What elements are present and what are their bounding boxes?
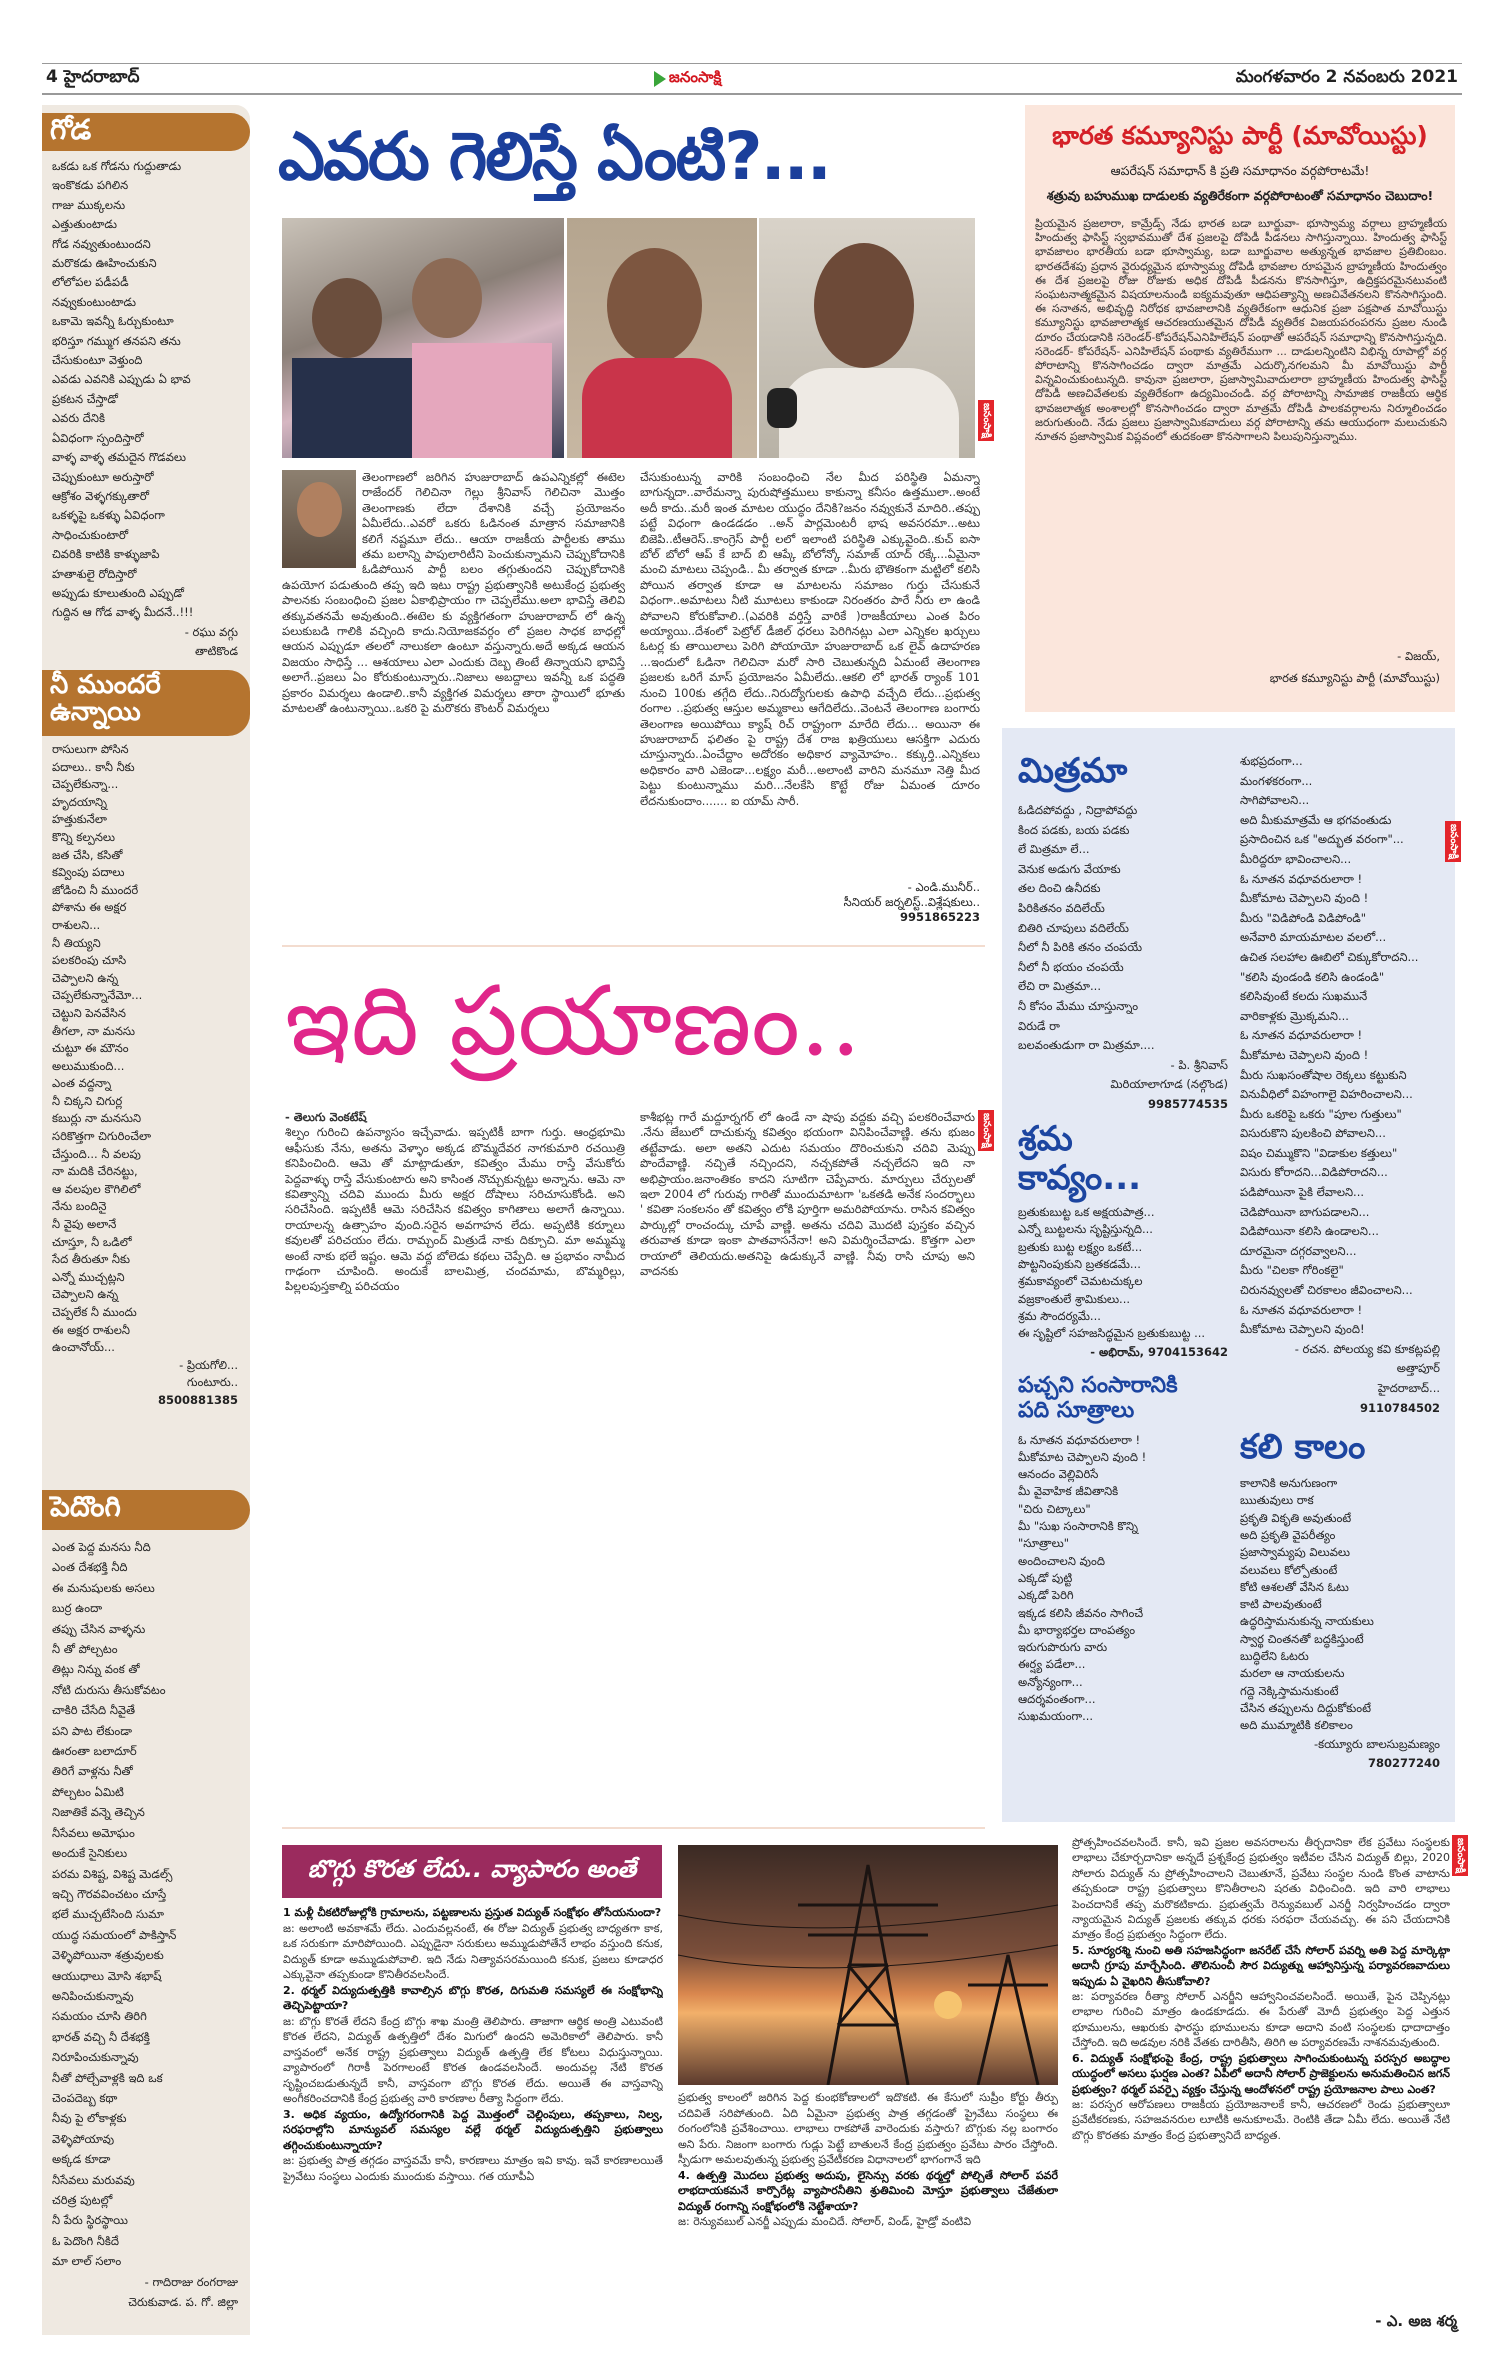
signatory: - విజయ్, (1397, 649, 1440, 663)
poem-line: ఆక్రోశం వెళ్ళగక్కుతారో (52, 488, 149, 503)
poem-line: భలే ముచ్చటేసింది సుమా (52, 1907, 164, 1922)
poem-title-pedongi: పెదొంగి (42, 1490, 250, 1530)
coal-column-2 (678, 2090, 1058, 2325)
statement-subtitle: ఆపరేషన్ సమాధాన్ కి ప్రతి సమాధానం వర్గపోరాటమే! (1110, 163, 1370, 178)
story1-text: చేసుకుంటున్న వారికి సంబంధించి నేల మీద పరిస్థితి ఏమన్నా బాగున్నదా..వారేమన్నా పురుషోత్తములు కాకున్నా కనీసం ఉత్తములా..అంటే అదీ కాదు..మరీ ఇంత మాటల యుద్ధం దేనికి?జనం నవ్వుకునే మాదిరి..తప్పు పట్టే విధంగా ఉండడడం ..అన్ పార్లమెంటరీ భాష అవసరమా...అటు బిజెపి..టీఆరెస్..కాంగ్రెస్ పార్టీ లలో ఇలాంటి పరిస్థితి ఎక్కువైంది..కుచ్ ఐసా బోల్ బోలో ఆప్ కే బాద్ బి ఆప్కే బోలోన్కో సమాజ్ యాద్ రక్కే...ఏమైనా మంచి మాటలు చెప్పండి.. మీ తర్వాత కూడా ..మీరు భౌతికంగా మట్టిలో కలిసి పోయిన తర్వాత కూడా ఆ మాటలను సమాజం గుర్తు చేసుకునే విధంగా..అమాటలు నీటి మూటలు కాకుండా నిరంతరం పారే నీరు లా ఉండి పోవాలని కోరుకోవాలి..(ఎవరికి వర్తిస్తే వారికే )రాజకీయాలు ఎంత పిరం అయ్యాయి..దేశంలో పెట్రోల్ డీజిల్ ధరలు పెరిగినట్లు ఎలా ఎన్నికల ఖర్చులు ఓటర్ల కు తాయిలాలు పెరిగి పోయాయో హుజురాబాద్ ఒక లైవ్ ఉదాహరణ ...ఇందులో ఓడినా గెలిచినా మరో సారి చెబుతున్నది ఏమంటే తెలంగాణ ప్రజలకు ఒరిగే మాస్ ప్రయోజనం ఏమీలేదు..ఆకలి లో భారత్ ర్యాంక్ 101 నుంచి 100కు తగ్గేది లేదు..నిరుద్యోగులకు ఉపాధి వచ్చేది లేదు...ప్రభుత్వ రంగాల ..ప్రభుత్వ ఆస్తుల అమ్మకాలు ఆగేదిలేదు..వెంటనే తెలంగాణ బంగారు తెలంగాణ అయిపోయి క్యాష్ రిచ్ రాష్ట్రంగా మారేది లేదు... అయినా ఈ హుజురాబాద్ ఫలితం పై రాష్ట్ర దేశ రాజ ఖత్రియులు ఆసక్తిగా ఎదురు చూస్తున్నారు..ఏంచేద్దాం అదోరకం అధికార వ్యామోహం.. కక్కుర్తి..ఎన్నికలు అధికారం వారి ఎజెండా...లక్ష్యం మరీ...అలాంటి వారిని మనమూ నెత్తి మీద పెట్టు కుంటున్నాము మరి...నేలకేసి కొట్టే రోజు ఏమంత దూరం లేదనుకుందాం....... ఐ యామ్ సారీ. (640, 470, 980, 808)
poem-place: గుంటూరు.. (186, 1375, 238, 1390)
logo-arrow-icon (654, 71, 666, 87)
poem-line: ఎన్నో ముచ్చట్లని (52, 1269, 125, 1284)
poem-author: - ప్రియగోలి... (179, 1357, 238, 1372)
interview-question: 6. విద్యుత్ సంక్షోభంపై కేంద్ర, రాష్ట్ర ప్రభుత్వాలు సాగించుకుంటున్న పరస్పర అబద్ధాల యుద్ధంలో అసలు ఘర్షణ ఎంత? ఏపీలో అదానీ సోలార్ ప్రాజెక్టులను అనుమతించిన జగన్ ప్రభుత్వం? థర్మల్ పవర్పై వ్యక్తం చేస్తున్న ఆందోళనలో రాష్ట్ర ప్రయోజనాల పాలు ఎంత? (1072, 2051, 1450, 2096)
poem-line: సాధించుకుంటారో (52, 527, 129, 542)
janamsakshi-tag: జనంసాక్షి (978, 400, 994, 441)
poem-line: మీకోమాట చెప్పాలని వుంది! (1240, 1322, 1365, 1337)
poem-pedongi (52, 1537, 242, 2312)
poem-line: చెడిపోయినా బాగుపడాలని... (1240, 1204, 1370, 1219)
poem-line: లేచి రా మిత్రమా... (1018, 979, 1101, 994)
poem-line: ఎవడు ఎవనికి ఎప్పుడు ఏ భావ (52, 372, 191, 387)
statement-title: భారత కమ్యూనిస్టు పార్టీ (మావోయిస్టు) (1052, 121, 1428, 150)
poem-line: మీరు సుఖసంతోషాల రెక్కలు కట్టుకుని (1240, 1067, 1407, 1082)
poem-line: సమయం చూసి తిరిగి (52, 2009, 147, 2024)
poem-line: చేసిన తప్పులను దిద్దుకోకుంటే (1240, 1700, 1371, 1715)
poem-line: మీరు "చిలకా గోరింకలై" (1240, 1263, 1344, 1278)
poem-line: ఆయుధాలు మోసి శభాష్ (52, 1968, 162, 1983)
poem-line: శుభప్రదంగా... (1240, 754, 1303, 768)
poem-title: పచ్చని సంసారానికి (1018, 1373, 1178, 1398)
poem-line: బ్రతుకు బుట్ట లక్ష్యం ఒకటే... (1018, 1239, 1143, 1254)
poetry-box (1002, 728, 1459, 1822)
poem-line: వాళ్ళ వాళ్ళ తమదైన గొడవలు (52, 450, 187, 465)
poem-line: అనిపించుకున్నావు (52, 1988, 134, 2003)
poem-line: శ్రమకావ్యంలో చెమటచుక్కల (1018, 1274, 1143, 1289)
statement-text: ప్రియమైన ప్రజలారా, కామ్రేడ్స్ నేడు భారత బడా బూర్జువా- భూస్వామ్య వర్గాలు బ్రాహ్మణీయ హిందుత్వ ఫాసిస్ట్ స్వభావముతో దేశ ప్రజలపై దోపిడీ పీడనలు సాగిస్తున్నాయి. హిందుత్వ ఫాసిస్ట్ భావజాలం భారతీయ బడా భూస్వామ్య, బడా బూర్జువాల అత్యున్నత భావజాల ప్రతిబింబం. భారతదేశపు ప్రధాన వైరుధ్యమైన భూస్వామ్య దోపిడీ భావజాల రూపమైన బ్రాహ్మణీయ హిందుత్వం ఈ దేశ ప్రజలపై రోజు రోజుకు అధిక దోపిడీ పీడనను కొనసాగిస్తూ, ఉద్రిక్తపరమైనటువంటి సంఘటనాత్మకమైన విషయాలనుండి ఐక్యమవుతూ ఆధిపత్యాన్ని అణచివేతనలని కొనసాగిస్తుంది. ఈ సనాతన, అభివృద్ధి నిరోధక భావజాలానికి వ్యతిరేకంగా ఆధునిక ప్రజా పక్షపాత మావోయిస్టు కమ్యూనిస్టు భావజాలాత్మక ఆచరణయుతమైన దోపిడీ వ్యతిరేక విజయపరంపరను ప్రజల నుండి దూరం చేయడానికి సరెండర్-కోపరేషన్ఎనిహిలేషన్ పంథాతో ఆపరేషన్ సమాధాన్ని కొనసాగిస్తున్నది. సరెండర్- కోపరేషన్- ఎనిహిలేషన్ పంథాకు వ్యతిరేముగా ... దాడులన్నింటిని విభిన్న రూపాల్లో వర్గ పోరాటాన్ని కొనసాగించడం ద్వారా మాత్రమే ఎదుర్కొనగలమని మీ మావోయిస్టు పార్టీ విన్నవించుకుంటున్నది. కావునా ప్రజలారా, ప్రజాస్వామివాదులారా బ్రాహ్మణీయ హిందుత్వ ఫాసిస్ట్ దోపిడీ అణచివేతలకు వ్యతిరేకంగా ఉద్యమించండి. వర్గ పోరాటాన్ని సామాజిక రాజకీయ ఆర్థిక భావజలాత్మక అంశాలల్లో కొనసాగించడం ద్వారా మాత్రమే దోపిడీ పాలకవర్గాలను నిర్మూలించడం జరుగుతుంది. నేడు ప్రజలు ప్రజాస్వామికవాదులు వర్గ పోరాటాన్ని తమ ఆయుధంగా మలుచుకుని నూతన ప్రజాస్వామిక విప్లవంలో తుదకంతా కొనసాగాలని పిలుపునిస్తున్నాము. (1035, 217, 1447, 444)
poem-line: బుర్ర ఉందా (52, 1601, 103, 1616)
interview-question: 2. థర్మల్ విద్యుదుత్పత్తికి కావాల్సిన బొగ్గు కొరత, దిగుమతి సమస్యలే ఈ సంక్షోభాన్ని తెచ్చిపెట్టాయా? (283, 1983, 663, 2012)
poem-line: భరిస్తూ గమ్ముగ తనపని తను (52, 333, 181, 348)
poem-line: పిరికితనం వదిలేయ్ (1018, 901, 1105, 916)
poem-line: చూస్తూ, నీ ఒడిలో (52, 1234, 132, 1249)
poem-title: పది సూత్రాలు (1018, 1398, 1135, 1424)
poem-line: చాకిరి చేసేది నీవైతే (52, 1703, 136, 1718)
story1-byline (640, 880, 980, 925)
poem-line: ఇంకొకడు పగిలిన (52, 178, 129, 193)
poem-line: పోల్చటం ఏమిటి (52, 1784, 124, 1799)
poem-line: హతాశులై రోదిస్తారో (52, 566, 137, 581)
logo-text: జనంసాక్షి (668, 67, 722, 86)
poem-line: పదాలు.. కానీ నీకు (52, 759, 135, 774)
poem-line: సాగిపోవాలని... (1240, 793, 1310, 808)
poem-line: ఉచిత సలహాల ఊబిలో చిక్కుకోరాదని... (1240, 949, 1419, 964)
author-phone: 9951865223 (899, 910, 980, 924)
poem-line: ఒకామె ఇవన్నీ ఓర్చుకుంటూ (52, 314, 174, 329)
poem-line: చెప్పలేకున్నానేమో... (52, 988, 143, 1003)
coal-author: - ఎ. అజ శర్మ (1375, 2312, 1457, 2330)
poem-line: అది ముమ్మాటికి కలికాలం (1240, 1718, 1353, 1733)
poem-line: గుద్దిన ఆ గోడ వాళ్ళ మీదనే..!!! (52, 605, 194, 620)
coal-column-3 (1072, 1835, 1450, 2305)
poem-line: కొన్ని కల్పనలు (52, 829, 116, 844)
poem-line: విసురుకొని పులకించి పోవాలని... (1240, 1126, 1386, 1141)
poem-lines (52, 1537, 242, 2272)
poem-line: మీ వైవాహిక జీవితానికి (1018, 1484, 1119, 1499)
poem-line: పొట్టనింపుకుని బ్రతకడమే... (1018, 1257, 1141, 1272)
poem-line: శ్రమ సౌందర్యమే... (1018, 1308, 1101, 1323)
poem-line: ప్రకటన చేస్తాడో (52, 391, 118, 406)
poem-line: చుట్టూ ఈ మౌనం (52, 1041, 129, 1056)
poem-line: "సూత్రాలు" (1018, 1536, 1070, 1551)
poem-author: - అభిరామ్, 9704153642 (1090, 1344, 1228, 1359)
poem-line: నిజాతికే వన్నె తెచ్చిన (52, 1805, 145, 1820)
poem-line: మీకోమాట చెప్పాలని వుంది ! (1240, 891, 1369, 906)
poem-line: అక్కడ కూడా (52, 2152, 111, 2167)
poem-line: నీవు పై లోకాళ్లకు (52, 2111, 127, 2126)
poem-title: కలి కాలం (1240, 1427, 1366, 1467)
poem-line: మీరు ఒకరిపై ఒకరు "పూల గుత్తులు" (1240, 1106, 1402, 1121)
poem-srama-kavyam (1018, 1120, 1228, 1362)
poem-line: నీ తియ్యని (52, 935, 101, 950)
poem-line: హృదయాన్ని (52, 794, 107, 809)
poem-sutralu-continued (1240, 752, 1440, 1418)
poem-line: వజ్రకాంతులే శ్రామికులు... (1018, 1291, 1131, 1306)
poem-line: ఇక్కడ కలిసి జీవనం సాగించే (1018, 1605, 1144, 1620)
poem-line: ఎంత పెద్ద మనసు నీది (52, 1540, 151, 1554)
poem-line: గోడ నవ్వుతుంటుందని (52, 236, 151, 251)
poem-author: - రచన. పోలయ్య కవి కూకట్లపల్లి (1294, 1341, 1440, 1356)
poem-line: వారికాళ్లకు మ్రొక్కమని... (1240, 1008, 1349, 1023)
poem-line: దూరమైనా దగ్గరవ్వాలని... (1240, 1243, 1357, 1258)
story2-column-2 (640, 1110, 975, 1810)
poem-line: నీ పేరు స్థిరస్థాయి (52, 2213, 128, 2228)
poem-line: బుద్ధిలేని ఓటరు (1240, 1649, 1309, 1664)
poem-line: నీ తో పోల్చటం (52, 1642, 118, 1657)
poem-line: మరలా ఆ నాయకులను (1240, 1666, 1345, 1681)
coal-interview-banner: బొగ్గు కొరత లేదు.. వ్యాపారం అంతే (282, 1845, 662, 1898)
poem-line: ఈ అక్షర రాశులనీ (52, 1322, 130, 1337)
poem-line: మీకోమాట చెప్పాలని వుంది ! (1018, 1449, 1147, 1464)
poem-line: అన్యోన్యంగా... (1018, 1674, 1083, 1689)
poem-line: నేను బందినై (52, 1199, 107, 1214)
title-line: నీ ముందరే (50, 670, 161, 700)
janamsakshi-tag: జనంసాక్షి (1452, 1835, 1468, 1876)
poem-title: కావ్యం... (1018, 1158, 1142, 1199)
poem-line: చిరునవ్వులతో చిరకాలం జీవించాలని... (1240, 1283, 1413, 1298)
poem-line: "చిరు చిట్కాలు" (1018, 1501, 1091, 1516)
poem-line: ఉంచానోయ్... (52, 1340, 115, 1355)
newspaper-logo (654, 68, 721, 90)
janamsakshi-tag: జనంసాక్షి (1445, 821, 1461, 862)
poem-line: నిరూపించుకున్నావు (52, 2050, 139, 2065)
photo-candidates-campaign (282, 218, 564, 458)
poem-line: వలువలు కోల్పోతుంటే (1240, 1562, 1338, 1577)
interview-answer: జ: పర్యావరణ రీత్యా సోలార్ ఎనర్జీని ఆహ్వానించవలసిందే. అయితే, పైన చెప్పినట్లు లాభాల గురించి మాత్రం ఉండకూడదు. ఈ పేరుతో మోదీ ప్రభుత్వం పెద్ద ఎత్తున భూములను, ఆఖరుకు ఫారస్టు భూములను కూడా అదాని వంటి సంస్థలకు ధాదాదాత్తం చేస్తోంది. ఇది అడవుల నరికి వేతకు దారితీసి, తిరిగి అ పర్యావరణమే నాశనమవుతుంది. (1072, 1990, 1450, 2050)
poem-lines (52, 741, 242, 1357)
poem-line: జోడించి నీ ముందరే (52, 882, 139, 897)
poem-line: వెళ్ళిపోయావు (52, 2131, 115, 2146)
poem-line: చెంపదెబ్బ కథా (52, 2090, 118, 2105)
poem-line: చెప్పాలని ఉన్న (52, 1287, 119, 1302)
page-header (42, 63, 1462, 95)
poem-line: ఎవరు దేనికి (52, 411, 106, 426)
statement-signature (1035, 645, 1440, 689)
poem-place: చెరుకువాడ. ప. గో. జిల్లా (128, 2295, 238, 2310)
poem-line: ఊరంతా బలాదూర్ (52, 1744, 137, 1759)
poem-line: పని పాట లేకుండా (52, 1723, 132, 1738)
poem-line: స్వార్థ చింతనతో బద్ధకిస్తుంటే (1240, 1631, 1364, 1646)
interview-answer: ప్రోత్సహించవలసిందే. కానీ, ఇవి ప్రజల అవసరాలను తీర్చదానికా లేక ప్రవేటు సంస్థలకు లాభాలు చేకూర్చదానికా అన్నదే ప్రశ్నకేంద్ర ప్రభుత్వం ఇటీవల చేసిన విద్యుత్ బిల్లు, 2020 సోలారు విద్యుత్ ను ప్రోత్సహించాలని చెబుతూనే, ప్రవేటు సంస్థల నుండి కొంత వాటాను తప్పకుండా రాష్ట్ర ప్రభుత్వాలు కొనితీరాలని షరతు విధించింది. ఇది వారి లాభాలు పెంచదానికే తప్ప మరొకటికాదు. ప్రభుత్వమే రెన్యువబుల్ ఎనర్జీ నిర్వహించడం ద్వారా న్యాయమైన విద్యుత్ ప్రజలకు తక్కువ ధరకు సరఫరా చేయవచ్చు. ఈ పని చేయదానికి మాత్రం కేంద్ర ప్రభుత్వం సిద్ధంగా లేదు. (1072, 1836, 1450, 1942)
maoist-statement-box (1025, 105, 1455, 712)
poem-lines (1240, 752, 1440, 1340)
poem-city: హైదరాబాద్... (1377, 1381, 1440, 1395)
poem-line: ఏవిధంగా స్పందిస్తారో (52, 430, 144, 445)
poem-line: రాశులని... (52, 917, 101, 932)
poem-line: మంగళకరంగా... (1240, 773, 1313, 788)
interview-answer: జ: బొగ్గు కొరతే లేదని కేంద్ర బొగ్గు శాఖ మంత్రి తెలిపారు. తాజాగా ఆర్థిక అంత్రి ఎటువంటి కొరత లేదని, విద్యుత్ ఉత్పత్తిలో దేశం మిగులో ఉందని అమెరికాలో తెలిపారు. కానీ వాస్తవంలో అనేక రాష్ట్ర ప్రభుత్వాలు విద్యుత్ ఉత్పత్తి లేక కోటలు విధుస్తున్నాయి. వ్యాపారంలో గిరాకీ పెరగాలంటే కొరత ఉండవలసిందే. అందువల్ల నేటి కొరత సృష్టించబడుతున్నదే కానీ, వాస్తవంగా బొగ్గు కొరత లేదు. అయితే ఈ వాస్తవాన్ని అంగీకరించదానికి కేంద్ర ప్రభుత్వ వారి కారణాల రీత్యా సిద్ధంగా లేదు. (283, 2014, 663, 2105)
poem-line: నోటి దురుసు తీసుకోవటం (52, 1682, 166, 1697)
poem-line: బలవంతుడుగా రా మిత్రమా.... (1018, 1038, 1155, 1053)
interview-answer: జ: అలాంటి అవకాశమే లేదు. ఎందువల్లనంటే, ఈ రోజు విద్యుత్ ప్రభుత్వ బాధ్యతగా కాక, ఒక సరుకుగా మారిపోయింది. ఎప్పుడైనా సరుకులు అమ్ముడుపోతేనే లాభం వస్తుంది కనుక, విద్యుత్ కూడా అమ్ముడుపోవాలి. ఇది నేడు నిత్యావసరమయింది కనుక, ప్రజలు కూడాధర ఎక్కువైనా తప్పకుండా కొనితీరవలసిందే. (283, 1921, 663, 1981)
poem-line: నీతో పోల్చేవాళ్లకి ఇది ఒక (52, 2070, 163, 2085)
poem-line: చరిత్ర పుటల్లో (52, 2193, 113, 2207)
poem-author: - గాదిరాజు రంగరాజు (144, 2274, 238, 2289)
poem-line: చివరికి కాటికి కాళ్ళుజాపి (52, 547, 160, 562)
poem-line: తీగలా, నా మనసు (52, 1023, 135, 1038)
story2-author: - తెలుగు వెంకటేష్ (285, 1110, 367, 1124)
poem-line: ఉద్ధరిస్తామనుకున్న నాయకులు (1240, 1614, 1374, 1629)
poem-line: రాసులుగా పోసిన (52, 742, 129, 756)
interview-answer: జ: పరస్పర ఆరోపణలు రాజకీయ ప్రయోజనాలకే కానీ, ఆచరణలో రెండు ప్రభుత్వాలూ ప్రవేటీకరణకు, సహజవనరుల లూటీకి అనుకూలమే. రెంటికి తేడా ఏమీ లేదు. అయితే నేటి బొగ్గు కొరతకు మాత్రం కేంద్ర ప్రభుత్వానిదే బాధ్యత. (1072, 2097, 1450, 2142)
poem-phone: 780277240 (1367, 1756, 1440, 1771)
poem-lines (1240, 1475, 1440, 1734)
poem-line: ఆనందం వెల్లివిరిసే (1018, 1467, 1099, 1482)
divider (282, 1827, 985, 1829)
poem-line: ఎత్తుతుంటాడు (52, 217, 117, 232)
poem-title-goda: గోడ (42, 113, 250, 151)
poem-line: ఓ నూతన వధూవరులారా ! (1240, 1302, 1363, 1317)
poem-line: ఓ నూతన వధూవరులారా ! (1240, 871, 1363, 886)
poem-line: తప్పు చేసిన వాళ్ళను (52, 1621, 146, 1636)
poem-lines (1018, 1204, 1228, 1342)
poem-phone: 8500881385 (157, 1392, 238, 1407)
poem-line: మీరిద్దరూ భావించాలని... (1240, 851, 1352, 866)
poem-line: ఎంత వద్దన్నా (52, 1076, 112, 1091)
poem-line: లే మిత్రమా లే... (1018, 842, 1090, 857)
poem-line: సుఖమయంగా... (1018, 1709, 1094, 1724)
poem-title-mundare (42, 670, 250, 736)
interview-question: 3. అధిక వ్యయం, ఉద్యోగరంగానికి పెద్ద మొత్తంలో చెల్లింపులు, తప్పకాలు, నిల్వ, సరఫరాల్లోని మాన్యువల్ సమస్యల వల్లే థర్మల్ విద్యుదుత్పత్తిని ప్రభుత్వాలు తగ్గించుకుంటున్నాయా? (283, 2107, 663, 2152)
poem-line: నీసేవలు అమోఘం (52, 1825, 135, 1840)
poem-line: హత్తుకునేలా (52, 812, 107, 827)
poem-line: కాటి పాలవుతుంటే (1240, 1597, 1322, 1612)
poem-line: మరొకడు ఊహించుకుని (52, 256, 157, 271)
left-poetry-column (42, 105, 250, 2335)
poem-line: నీసేవలు మరువవు (52, 2172, 135, 2187)
poem-line: పలకరింపు చూసి (52, 953, 127, 968)
janamsakshi-tag: జనంసాక్షి (978, 1110, 994, 1151)
poem-line: ఓడిదపోవద్దు , నిద్రాపోవద్దు (1018, 803, 1138, 818)
poem-line: భారత్ వచ్చి నీ దేశభక్తి (52, 2029, 150, 2044)
poem-kalikalam (1240, 1428, 1440, 1774)
poem-line: వినువీధిలో విహంగాలై విహరించాలని... (1240, 1087, 1413, 1102)
poem-line: విషం చిమ్ముకొని "విడాకుల కత్తులు" (1240, 1145, 1398, 1160)
poem-line: విసురు కోరాదని...విడిపోరాదని... (1240, 1165, 1388, 1180)
headline-evaru-gelisthe: ఎవరు గెలిస్తే ఏంటి?... (278, 118, 830, 195)
poem-line: అది మీకుమాత్రమే ఆ భగవంతుడు (1240, 812, 1392, 827)
poem-place: అత్తాపూర్ (1396, 1361, 1440, 1376)
author-name: - ఎండి.మునీర్.. (907, 880, 980, 894)
poem-line: అప్పుడు కూలుతుంది ఎప్పుడో (52, 585, 184, 600)
poem-line: ఆదర్శవంతంగా... (1018, 1692, 1096, 1707)
poem-line: ఇరుగుపొరుగు వారు (1018, 1640, 1108, 1655)
poem-phone: 9985774535 (1147, 1097, 1228, 1111)
poem-lines (1018, 801, 1228, 1056)
poem-line: చెప్పలేక నీ ముందు (52, 1305, 137, 1319)
poem-line: అందుకే సైనికులు (52, 1846, 128, 1861)
poem-line: ఈ సృష్టిలో సహజసిద్ధమైన బ్రతుకుబుట్ట ... (1018, 1326, 1206, 1341)
poem-line: తిట్లు నిన్ను వంక తో (52, 1662, 140, 1677)
poem-line: చెట్టుని పెనవేసిన (52, 1005, 126, 1020)
poem-line: అలుముకుంది... (52, 1058, 125, 1073)
poem-lines (1018, 1432, 1228, 1726)
poem-line: ప్రజాస్వామ్యపు విలువలు (1240, 1545, 1351, 1560)
poem-line: ప్రకృతి వికృతి అవుతుంటే (1240, 1510, 1352, 1525)
poem-line: వెనుక అడుగు వేయాకు (1018, 861, 1121, 876)
poem-line: మీ భార్యాభర్తల దాంపత్యం (1018, 1622, 1136, 1637)
author-designation: సీనియర్ జర్నలిస్ట్..విశ్లేషకులు.. (843, 895, 980, 909)
poem-line: విరుడే రా (1018, 1018, 1060, 1033)
poem-line: ఓ నూతన వధూవరులారా ! (1240, 1028, 1363, 1043)
story1-column-1 (282, 470, 625, 922)
poem-line: నీ చిక్కని చిగుర్ల (52, 1093, 123, 1108)
interview-answer: జ: ప్రభుత్వ పాత్ర తగ్గడం వాస్తవమే కానీ, కారణాలు మాత్రం ఇవి కావు. ఇవే కారణాలయితే ప్రైవేటు సంస్థలు ఎందుకు ముందుకు వస్తాయి. గత యూపీఏ (283, 2154, 663, 2183)
photo-woman-leader (567, 218, 757, 458)
poem-line: చెప్పుకుంటూ అరుస్తారో (52, 469, 154, 484)
poem-line: సరికొత్తగా చిగురించేలా (52, 1129, 152, 1144)
poem-line: కింద పడకు, బయ పడకు (1018, 822, 1130, 837)
poem-line: ఓ నూతన వధూవరులారా ! (1018, 1432, 1141, 1447)
poem-line: మీ "సుఖ సంసారానికి కొన్ని (1018, 1519, 1138, 1534)
story2-text: శిల్పం గురించి ఉపన్యాసం ఇచ్చేవాడు. ఇప్పటికీ బాగా గుర్తు. ఆంధ్రభూమి ఆఫీసుకు నేను, అతను వెళ్ళాం అక్కడ బొమ్మదేవర నాగకుమారి రచయిత్రి కనిపించింది. ఆమె తో మాట్లాడుతూ, కవిత్వం మేము రాస్తే వేసుకోరు పెద్దవాళ్ళు రాస్తే వేసుకుంటారు అని కాసింత నొచ్చుకున్నట్టు అన్నాను. ఆమె నా కవిత్వాన్ని చదివి ముందు మీరు అక్షర దోషాలు సరిచూసుకోండి. అని సరిచేసింది. ఇప్పటికీ ఆమె సరిచేసిన కవిత్వం కాగితాలు అలాగే ఉన్నాయి. రాయాలన్న ఉత్సాహం వుంది.సరైన అవగాహన లేదు. అప్పటికి కర్నూలు కవులతో పరిచయం లేదు. రామ్చంద్ మిత్రుడే నాకు దిక్చూచి. మా అమ్మమ్మ అంటే నాకు భలే ఇష్టం. ఆమె వద్ద బోలెడు కథలు చెప్పేది. ఆ ప్రభావం నామీద గాఢంగా చూపింది. అందుకే బాలమిత్ర, చందమామ, బొమ్మరిల్లు, పిల్లలపుస్తకాల్ని పరిచయం (285, 1125, 625, 1294)
poem-line: మీరు "విడిపోండి విడిపోండి" (1240, 910, 1367, 925)
poem-line: బ్రతుకుబుట్ట ఒక అక్షయపాత్ర... (1018, 1205, 1155, 1220)
poem-mundare (52, 741, 242, 1410)
statement-body (1035, 217, 1447, 637)
signatory-org: భారత కమ్యూనిస్టు పార్టీ (మావోయిస్టు) (1269, 671, 1440, 685)
headline-idi-prayanam: ఇది ప్రయాణం.. (285, 965, 861, 1077)
poem-line: నీ వైపు అలానే (52, 1217, 117, 1232)
poem-line: కబుర్లు నా మనసుని (52, 1111, 142, 1126)
poem-line: ఎంత దేశభక్తి నీది (52, 1560, 128, 1575)
interview-question: 5. సూర్యరశ్మి నుంచి అతి సహజసిద్ధంగా జనరేట్ చేసే సోలార్ పవర్ని అతి పెద్ద మార్కెట్గా అదానీ గ్రూపు మార్చేసింది. తొలినుంచీ సౌర విద్యుత్ను ఆహ్వానిస్తున్న పర్యావరణవాదులు ఇప్పుడు ఏ వైఖరిని తీసుకోవాలి? (1072, 1943, 1450, 1988)
poem-line: చేసుకుంటూ వెళ్తుంది (52, 353, 143, 368)
poem-line: లోలోపల పడీపడీ (52, 275, 129, 290)
poem-line: నవ్వుకుంటుంటాడు (52, 294, 137, 309)
poem-place: మిరియాలాగూడ (నల్గొండ) (1110, 1077, 1228, 1092)
poem-line: సేద తీరుతూ నీకు (52, 1252, 130, 1267)
poem-line: మీకోమాట చెప్పాలని వుంది ! (1240, 1047, 1369, 1062)
poem-line: ఆ వలపుల కౌగిలిలో (52, 1181, 141, 1196)
poem-line: నీలో నీ భయం చంపయే (1018, 959, 1124, 974)
poem-line: ఋతువులు రాక (1240, 1493, 1314, 1508)
poem-line: "కలిసి వుండండి కలిసి ఉండండి" (1240, 969, 1385, 984)
story1-text: తెలంగాణలో జరిగిన హుజురాబాద్ ఉపఎన్నికల్లో ఈటెల రాజేందర్ గెలిచినా గెల్లు శ్రీనివాస్ గెలిచినా మొత్తం తెలంగాణకు లేదా దేశానికి వచ్చే ప్రయోజనం ఏమీలేదు..ఎవరో ఒకరు ఓడినంత మాత్రాన సమాజానికి కలిగే నష్టమూ లేదు.. ఆయా రాజకీయ పార్టీలకు తాము తమ బలాన్ని పాపులారిటీని పెంచుకున్నామని చెప్పుకోదానికి ఓడిపోయిన పార్టీ బలం తగ్గుతుందని చెప్పుకోదానికి ఉపయోగ పడుతుంది తప్ప ఇది ఇటు రాష్ట్ర ప్రభుత్వానికి అటుకేంద్ర ప్రభుత్వ పాలనకు సంబంధించి ప్రజల ఏకాభిప్రాయం గా చెప్పలేము.అలా భావిస్తే తెలివి తక్కువతనమే అవుతుంది..ఈటెల కు వ్యక్తిగతంగా హుజురాబాద్ లో ఉన్న పలుకుబడి గాలికి వచ్చింది కాదు.నియోజకవర్గం లో ప్రజల సాధక బాధల్లో ఆయన ఎప్పుడూ తలలో నాలుకలా ఉంటూ వస్తున్నారు.అదే అక్కడ ఆయన విజయం సాధిస్తే ... ఆశయాలు ఎలా ఎందుకు దెబ్బ తింటే తిన్నాయని భావిస్తే అలాగే..ప్రజలు ఏం కోరుకుంటున్నారు..నిజాలు అబద్దాలు ఇవన్నీ ఒక పద్ధతి ప్రకారం విమర్శలు ఉండాలి..కానీ వ్యక్తిగత విమర్శలు తారా స్థాయిలో భూతు మాటలతో ఉంటున్నాయి..ఒకరి పై మరొకరు కౌంటర్ విమర్శలు (282, 470, 625, 716)
poem-line: నీ కోసం మేము చూస్తున్నాం (1018, 999, 1139, 1014)
poem-line: గాజు ముక్కలను (52, 197, 126, 212)
poem-line: జత చేసి, కసితో (52, 847, 123, 862)
title-line: ఉన్నాయి (50, 697, 141, 728)
poem-title: మిత్రమా (1018, 751, 1128, 791)
story2-column-1 (285, 1110, 625, 1810)
poem-line: వెళ్ళిపోయినా శత్రువులకు (52, 1948, 164, 1963)
poem-line: పడిపోయినా పైకి లేవాలని... (1240, 1185, 1365, 1200)
poem-line: ఒకళ్ళపై ఒకళ్ళు ఏవిధంగా (52, 508, 165, 523)
poem-line: ఒకడు ఒక గోడను గుద్దుతాడు (52, 159, 182, 173)
poem-line: తిరిగే వాళ్లను నీతో (52, 1764, 133, 1779)
poem-author: -కయ్యూరు బాలసుబ్రమణ్యం (1313, 1736, 1440, 1751)
poem-line: అందించాలని వుంది (1018, 1553, 1105, 1568)
poem-line: ఓ పెదొంగి నీకిదే (52, 2233, 119, 2248)
poem-line: యుద్ధ సమయంలో పాకిస్తాన్ (52, 1927, 177, 1942)
poem-line: చెప్పాలని ఉన్న (52, 970, 119, 985)
interview-question: 4. ఉత్పత్తి మొదలు ప్రభుత్వ అదుపు, లైసెన్సు వరకు థర్మల్తో పోల్చితే సోలార్ పవరే లాభదాయకమనే కార్పొరేట్ల వ్యాపారనీతిని శ్రుతిమించి మోస్తూ ప్రభుత్వాలు చేజేతులా విద్యుత్ రంగాన్ని సంక్షోభంలోకి నెట్టేశాయా? (678, 2168, 1058, 2213)
poem-line: ఈర్ష్య పడేలా... (1018, 1657, 1086, 1672)
story2-text: కాశీభట్ల గారే మద్దూర్నగర్ లో ఉండే నా షాపు వద్దకు వచ్చి పలకరించేవారు .నేను జేబులో దాచుకున్న కవిత్వం భయంగా వినిపించేవాణ్ణి. తను భుజం తట్టేవాడు. అలా అతని ఎదుట సమయం దొరించుకుని చదివి మెప్పు పొందేవాణ్ణి. నచ్చితే నచ్చిందని, నచ్చకపోతే నచ్చలేదని ఇది నా అభిప్రాయం.జనాంతికం కాదని సూటిగా చెప్పేవారు. మార్పులు చేర్పులతో ఇలా 2004 లో గురువు గారితో ముందుమాటగా 'ఒకతడి అనేక సందర్భాలు ' కవితా సంకలనం తో కవిత్వం లోకి పూర్తిగా అమరిపోయాను. రాసిన కవిత్వం పార్కుల్లో రాంచంద్కు చూపే వాణ్ణి. అతను చదివి మొదటి పుస్తకం వచ్చిన తరువాత కూడా ఇంకా పాతవాసనేనా! అని విమర్శించేవాడు. కొత్తగా ఎలా రాయాలో తెలియదు.అతనిపై ఉడుక్కునే వాణ్ణి. నీవు రాసి చూపు అని వాదనకు (640, 1110, 975, 1279)
poem-line: ప్రసాదించిన ఒక "అద్భుత వరంగా"... (1240, 832, 1404, 847)
poem-line: ఎన్నో బుట్టలను సృష్టిస్తున్నది... (1018, 1222, 1153, 1237)
coal-column-1 (283, 1905, 663, 2325)
poem-line: చెప్పలేకున్నా... (52, 777, 119, 792)
poem-line: కవ్వింపు పదాలు (52, 865, 125, 880)
poem-title: శ్రమ (1018, 1119, 1073, 1159)
poem-line: బితిరి చూపులు వదిలేయ్ (1018, 920, 1129, 935)
poem-line: గద్దె నెక్కిస్తామనుకుంటే (1240, 1683, 1339, 1698)
poem-line: విడిపోయినా కలిసి ఉండాలని... (1240, 1224, 1379, 1239)
poem-author: - రఘు వగ్గు (184, 624, 238, 639)
poem-sutralu (1018, 1373, 1228, 1726)
poem-line: చేస్తుంది... నీ వలపు (52, 1146, 141, 1161)
issue-date: మంగళవారం 2 నవంబరు 2021 (1235, 66, 1458, 87)
poem-line: ఎక్కడో పుట్టి (1018, 1570, 1073, 1585)
poem-goda (52, 157, 242, 662)
divider (282, 945, 985, 947)
story1-column-2 (640, 470, 980, 878)
poem-line: అది ప్రకృతి వైపరీత్యం (1240, 1527, 1336, 1542)
poem-author: - పి. శ్రీనివాస్ (1170, 1057, 1228, 1072)
poem-mitrama (1018, 752, 1228, 1115)
poem-line: తల దించి ఉనీదకు (1018, 881, 1101, 896)
poem-line: నీలో నీ పిరికి తనం చంపయే (1018, 940, 1142, 955)
interview-answer: ప్రభుత్వ కాలంలో జరిగిన పెద్ద కుంభకోణాలలో ఇదొకటి. ఈ కేసులో సుప్రీం కోర్టు తీర్పు చదివితే సరిపోతుంది. ఏది ఏమైనా ప్రభుత్వ పాత్ర తగ్గడంతో ప్రైవేటు సంస్థలు ఈ రంగంలోనికి ప్రవేశించాయి. లాభాలు రాకపోతే వారెందుకు వస్తారు? బొగ్గుకు నల్ల బంగారం అని పేరు. నిజంగా బంగారు గుడ్లు పెట్టే బాతులనే కేంద్ర ప్రభుత్వం ప్రవేటు పారం చేస్తోంది. స్పీడుగా అమలవుతున్న ప్రభుత్వ ప్రవేటీకరణ విధానాలలో భాగంగానే ఇది (678, 2091, 1058, 2166)
poem-line: కాలానికి అనుగుణంగా (1240, 1476, 1338, 1491)
poem-line: కలిసివుంటే కలదు సుఖమునే (1240, 989, 1368, 1004)
poem-line: అనేవారి మాయమాటల వలలో... (1240, 930, 1387, 945)
poem-line: మా లాల్ సలాం (52, 2254, 122, 2269)
tower-silhouette-icon (678, 1845, 1058, 2085)
interview-question: 1 మళ్లీ చీకటిరోజుల్లోకి గ్రామాలను, పట్టణాలను ప్రస్తుత విద్యుత్ సంక్షోభం తోసేయనుందా? (283, 1906, 662, 1919)
statement-subtitle-2: శత్రువు బహుముఖ దాడులకు వ్యతిరేకంగా వర్గపోరాటంతో సమాధానం చెబుదాం! (1046, 188, 1434, 203)
poem-line: ఈ మనుషులకు అసలు (52, 1580, 155, 1595)
poem-line: కోటి ఆశలతో వేసిన ఓటు (1240, 1579, 1349, 1594)
photo-etela-rajender (759, 218, 975, 458)
poem-line: పరమ విశిష్ట, విశిష్ట మెడల్స్ (52, 1866, 173, 1881)
poem-line: ఇచ్చి గౌరవవించటం చూస్తే (52, 1886, 167, 1901)
poem-phone: 9110784502 (1359, 1400, 1440, 1415)
poem-lines (52, 157, 242, 623)
poem-place: తాటికొండ (194, 644, 238, 659)
interview-answer: జ: రెన్యువబుల్ ఎనర్జీ ఎప్పుడు మంచిదే. సోలార్, విండ్, హైడ్రో వంటివి (678, 2215, 972, 2228)
poem-line: పోశాను ఈ అక్షర (52, 900, 127, 915)
photo-power-transmission-tower (678, 1845, 1058, 2085)
poem-line: నా మదికి చేరినట్టు, (52, 1164, 138, 1179)
poem-line: ఎక్కడో పెరిగి (1018, 1588, 1074, 1603)
page-number-city: 4 హైదరాబాద్ (46, 66, 140, 87)
